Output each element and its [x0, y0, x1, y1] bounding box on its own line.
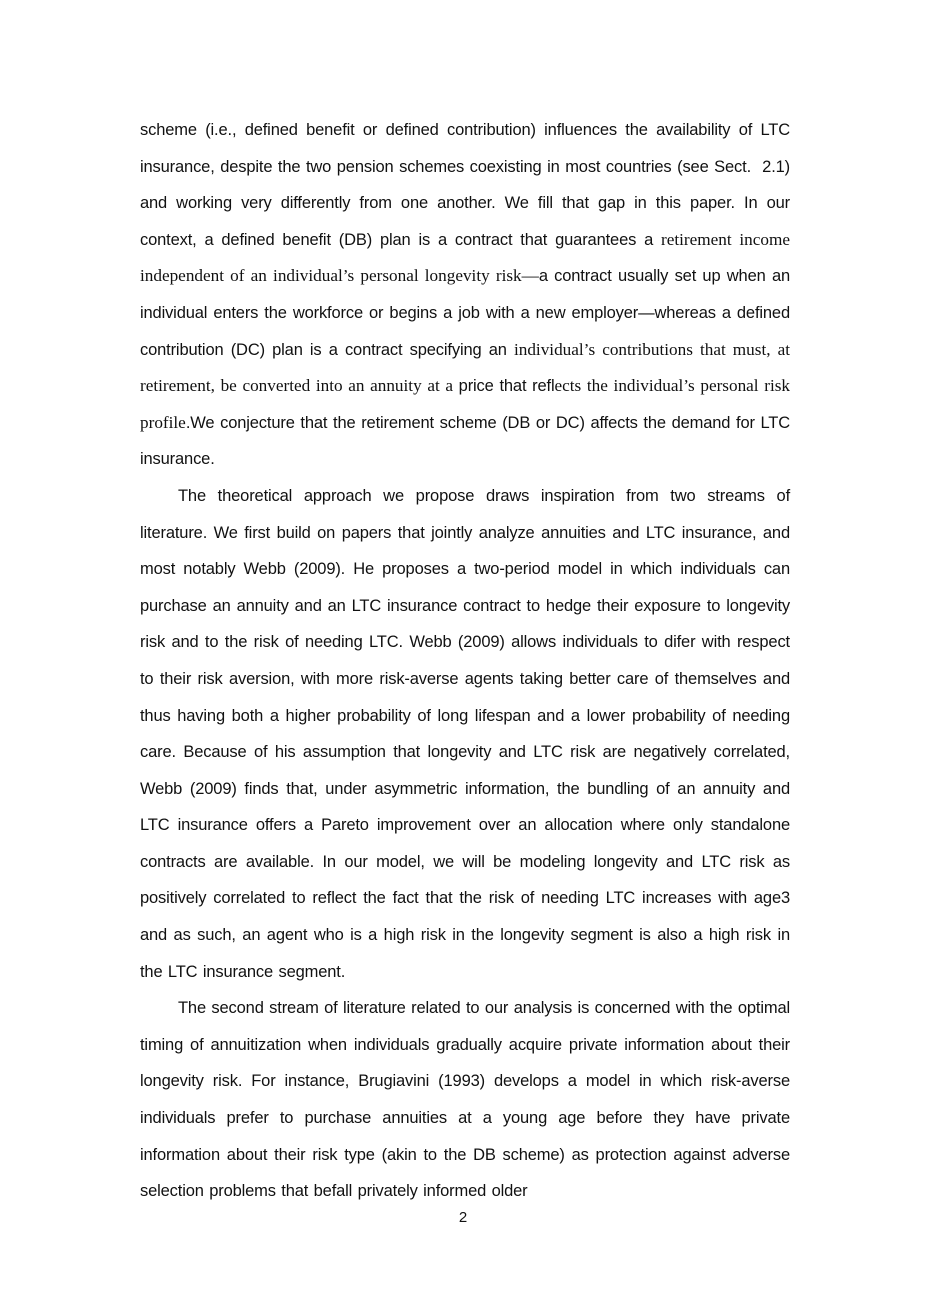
paragraph [140, 112, 790, 478]
text-segment: retirement income independent of an individual’s personal longevity risk— [140, 229, 790, 286]
paragraph [140, 990, 790, 1210]
document-body [140, 112, 790, 1210]
text-segment: The second stream of literature related to our analysis is concerned with the optimal timing of annuitization when individuals gradually acquire private information about their longevity risk. For instance, Brugiavini (1993) develops a model in which risk-averse individuals prefer to purchase annuities at a young age before they have private information about their risk type (akin to the DB scheme) as protection against adverse selection problems that befall privately informed older [140, 999, 790, 1201]
text-segment: individual’s contributions that must, at retirement, be converted into an annuity at a [140, 339, 790, 396]
text-segment: scheme (i.e., defined benefit or defined contribution) influences the availability of LTC insurance, despite the two pension schemes coexisting in most countries (see Sect. 2.1) and working very differently from one another. We fill that gap in this paper. In our context, a defined benefit (DB) plan is a contract that guarantees a [140, 121, 790, 249]
page-number: 2 [458, 1209, 468, 1226]
text-segment: The theoretical approach we propose draws inspiration from two streams of literature. We first build on papers that jointly analyze annuities and LTC insurance, and most notably Webb (2009). He proposes a two-period model in which individuals can purchase an annuity and an LTC insurance contract to hedge their exposure to longevity risk and to the risk of needing LTC. Webb (2009) allows individuals to difer with respect to their risk aversion, with more risk-averse agents taking better care of themselves and thus having both a higher probability of long lifespan and a lower probability of needing care. Because of his assumption that longevity and LTC risk are negatively correlated, Webb (2009) finds that, under asymmetric information, the bundling of an annuity and LTC insurance offers a Pareto improvement over an allocation where only standalone contracts are available. In our model, we will be modeling longevity and LTC risk as positively correlated to reflect the fact that the risk of needing LTC increases with age3 and as such, an agent who is a high risk in the longevity segment is also a high risk in the LTC insurance segment. [140, 486, 790, 981]
paragraph [140, 478, 790, 990]
text-segment: .We conjecture that the retirement scheme (DB or DC) affects the demand for LTC insurance. [140, 413, 790, 469]
text-segment: price that refl [458, 377, 555, 396]
text-segment: ects the individual’s personal risk profile [140, 376, 791, 432]
text-segment: a contract usually set up when an individual enters the workforce or begins a job with a new employer—whereas a defined contribution (DC) plan is a contract specifying an [140, 267, 790, 359]
